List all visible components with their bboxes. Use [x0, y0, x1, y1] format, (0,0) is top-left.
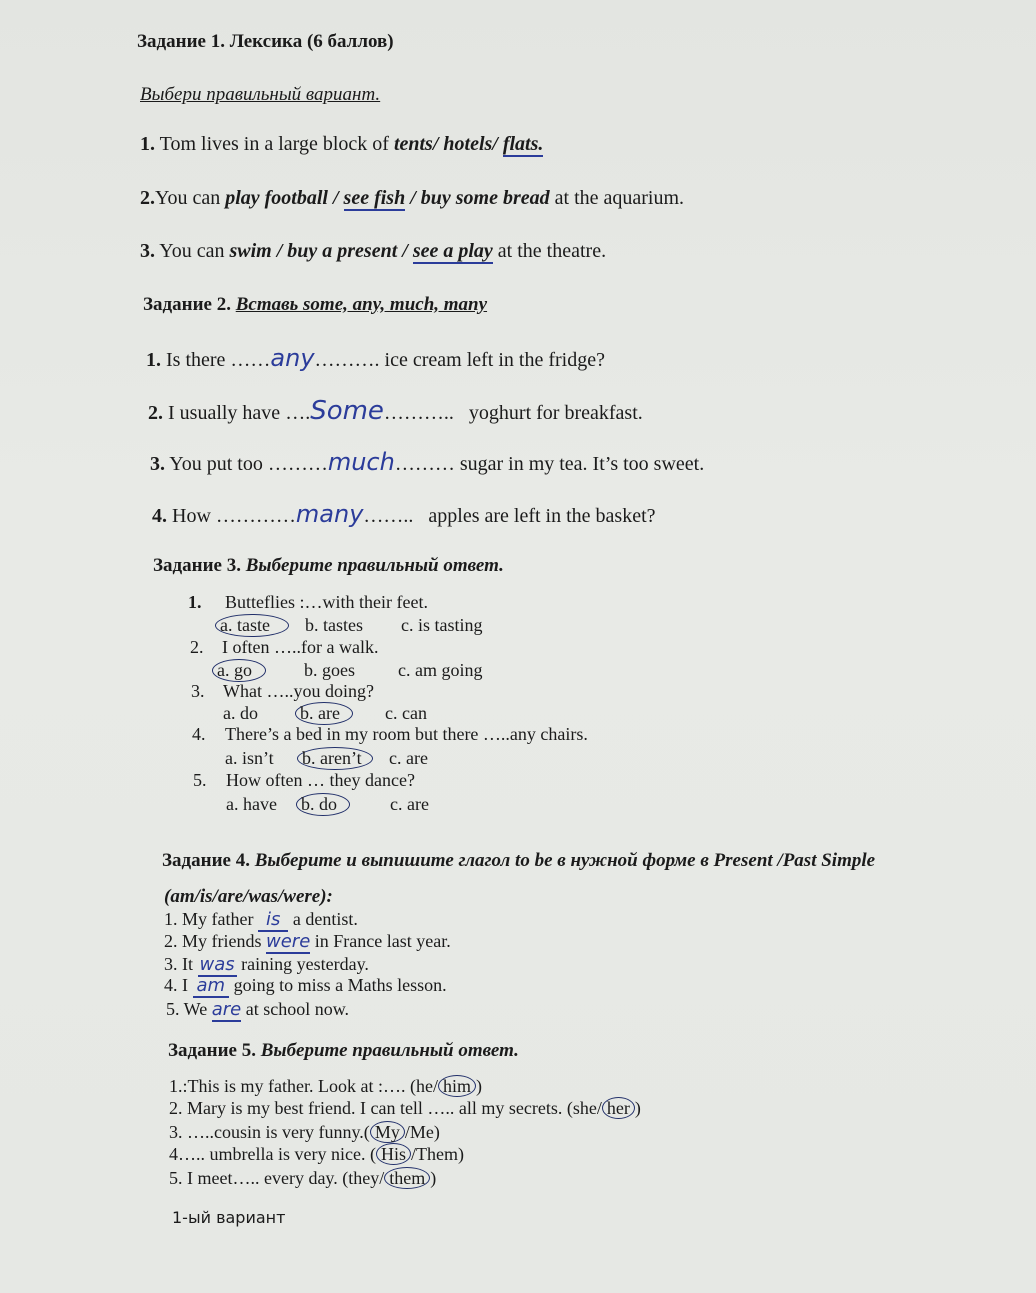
task2-title: Задание 2. Вставь some, any, much, many — [143, 294, 488, 315]
chosen-answer: see a play — [412, 240, 493, 262]
task1-title: Задание 1. Лексика (6 баллов) — [137, 31, 394, 52]
chosen-answer: see fish — [343, 187, 406, 209]
task3-title: Задание 3. Выберите правильный ответ. — [153, 555, 504, 576]
task4-item-3: 3. It was raining yesterday. — [164, 954, 369, 975]
circled-answer: them — [384, 1167, 430, 1189]
circled-answer: His — [376, 1143, 411, 1165]
task3-q5-options: a. have b. do c. are — [226, 794, 429, 814]
chosen-answer: flats. — [502, 133, 544, 155]
task3-q4: 4. There’s a bed in my room but there …..any chairs. — [192, 724, 588, 744]
handwritten-answer: are — [211, 999, 242, 1020]
task3-q2: 2. I often …..for a walk. — [190, 637, 379, 657]
circled-answer: her — [602, 1097, 635, 1119]
variant-label: 1-ый вариант — [172, 1208, 286, 1227]
task3-q1: 1. Butteflies :…with their feet. — [188, 592, 428, 612]
handwritten-answer: was — [199, 954, 235, 975]
task4-title-forms: (am/is/are/was/were): — [164, 886, 333, 907]
circled-answer: b. are — [295, 702, 353, 725]
circled-answer: a. taste — [215, 614, 289, 637]
task4-item-4: 4. I am going to miss a Maths lesson. — [164, 975, 447, 996]
task1-item-1: 1. Tom lives in a large block of tents/ hotels/ flats. — [140, 133, 544, 155]
task1-item-3: 3. You can swim / buy a present / see a play at the theatre. — [140, 240, 607, 262]
task3-q5: 5. How often … they dance? — [193, 770, 415, 790]
task5-item-3: 3. …..cousin is very funny.( My /Me) — [169, 1122, 440, 1142]
task4-item-1: 1. My father is a dentist. — [164, 909, 358, 930]
task1-instruction: Выбери правильный вариант. — [140, 84, 381, 105]
handwritten-answer: much — [327, 448, 395, 476]
circled-answer: b. aren’t — [297, 747, 373, 770]
task5-item-2: 2. Mary is my best friend. I can tell ….. all my secrets. (she/ her ) — [169, 1098, 641, 1118]
handwritten-answer: Some — [310, 396, 384, 426]
task5-item-1: 1.:This is my father. Look at :…. (he/ him ) — [169, 1076, 482, 1096]
task2-item-4: 4. How …………many…….. apples are left in the basket? — [152, 500, 656, 528]
task5-title: Задание 5. Выберите правильный ответ. — [168, 1040, 519, 1061]
task3-q3: 3. What …..you doing? — [191, 681, 374, 701]
circled-answer: a. go — [212, 659, 266, 682]
circled-answer: b. do — [296, 793, 350, 816]
task1-item-2: 2.You can play football / see fish / buy some bread at the aquarium. — [140, 187, 685, 209]
task2-item-1: 1. Is there ……any………. ice cream left in the fridge? — [146, 344, 605, 372]
task4-title: Задание 4. Выберите и выпишите глагол to be в нужной форме в Present /Past Simple — [162, 850, 876, 871]
task4-item-5: 5. We are at school now. — [166, 999, 350, 1020]
task4-item-2: 2. My friends were in France last year. — [164, 931, 451, 952]
handwritten-answer: am — [193, 975, 230, 998]
handwritten-answer: many — [295, 500, 364, 528]
task3-q3-options: a. do b. are c. can — [223, 703, 427, 723]
handwritten-answer: is — [258, 909, 288, 932]
task3-q2-options: a. go b. goes c. am going — [212, 659, 482, 682]
circled-answer: My — [370, 1121, 405, 1143]
task5-item-4: 4….. umbrella is very nice. ( His /Them) — [169, 1144, 464, 1164]
circled-answer: him — [438, 1075, 476, 1097]
task5-item-5: 5. I meet….. every day. (they/ them ) — [169, 1168, 437, 1188]
task2-item-2: 2. I usually have ….Some……….. yoghurt for breakfast. — [148, 396, 643, 426]
task2-item-3: 3. You put too ………much……… sugar in my tea. It’s too sweet. — [150, 448, 705, 476]
handwritten-answer: were — [266, 931, 311, 952]
handwritten-answer: any — [270, 344, 315, 372]
task3-q4-options: a. isn’t b. aren’t c. are — [225, 748, 428, 768]
task3-q1-options: a. taste b. tastes c. is tasting — [215, 614, 483, 637]
